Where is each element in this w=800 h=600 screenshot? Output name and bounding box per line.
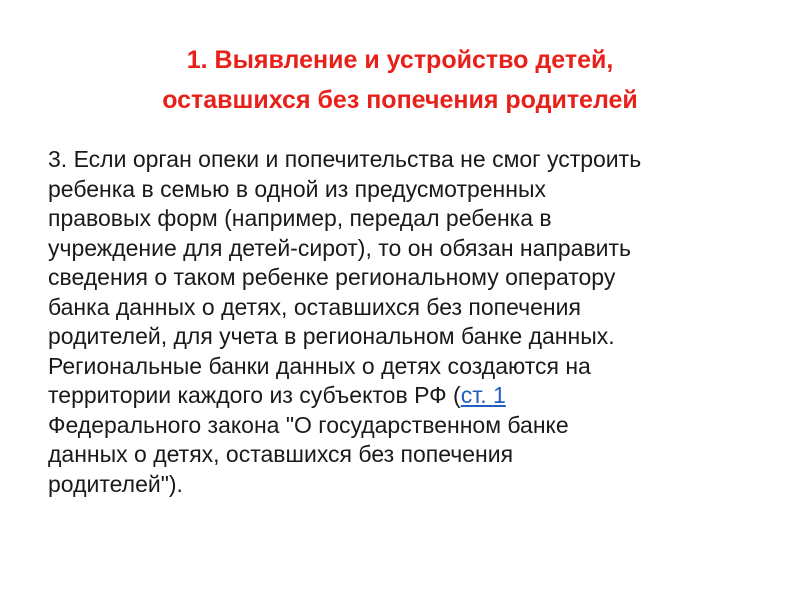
body-line: правовых форм (например, передал ребенка в bbox=[48, 205, 552, 231]
body-line: родителей, для учета в региональном банке данных. bbox=[48, 323, 615, 349]
body-line: ребенка в семью в одной из предусмотренных bbox=[48, 175, 546, 202]
title-line-2: оставшихся без попечения родителей bbox=[162, 86, 638, 114]
body-line: родителей"). bbox=[48, 470, 183, 497]
title-line-1: 1. Выявление и устройство детей, bbox=[186, 46, 614, 74]
body-line-with-link bbox=[48, 381, 768, 411]
body-line: данных о детях, оставшихся без попечения bbox=[48, 441, 514, 467]
link-line-prefix: территории каждого из субъектов РФ ( bbox=[48, 382, 461, 408]
body-line: Региональные банки данных о детях создаются на bbox=[48, 352, 591, 379]
body-line: сведения о таком ребенке региональному оператору bbox=[48, 264, 616, 290]
body-line: Федерального закона "О государственном банке bbox=[48, 411, 569, 438]
slide-title bbox=[60, 40, 740, 120]
body-paragraph bbox=[48, 145, 768, 499]
body-line: 3. Если орган опеки и попечительства не смог устроить bbox=[48, 146, 642, 172]
body-line: учреждение для детей-сирот), то он обязан направить bbox=[48, 234, 632, 261]
law-article-link[interactable]: ст. 1 bbox=[460, 382, 506, 408]
body-line: банка данных о детях, оставшихся без попечения bbox=[48, 293, 581, 320]
